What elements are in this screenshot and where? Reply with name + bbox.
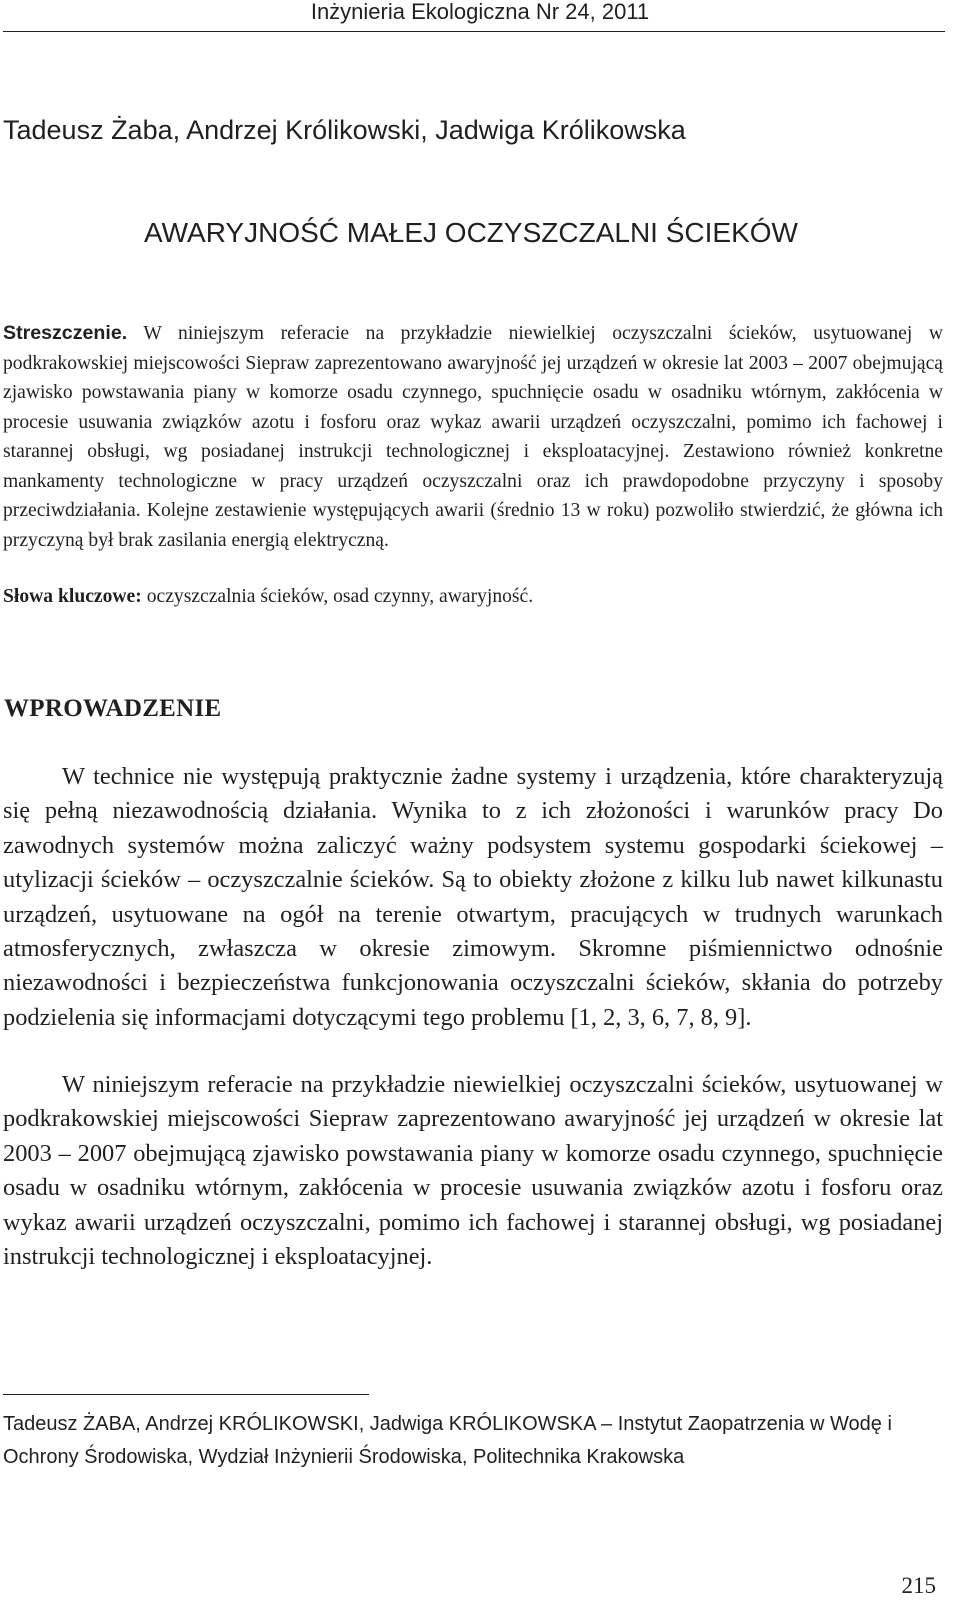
body-paragraph: W technice nie występują praktycznie żadne systemy i urządzenia, które charakteryzują się pełną niezawodnością działania. Wynika to z ich złożoności i warunków pracy Do zawodnych systemów można zaliczyć ważny podsystem systemu gospodarki ściekowej – utylizacji ścieków – oczyszczalnie ścieków. Są to obiekty złożone z kilku lub nawet kilkunastu urządzeń, usytuowane na ogół na terenie otwartym, pracujących w trudnych warunkach atmosferycznych, zwłaszcza w okresie zimowym. Skromne piśmiennictwo odnośnie niezawodności i bezpieczeństwa funkcjonowania oczyszczalni ścieków, skłania do potrzeby podzielenia się informacjami dotyczącymi tego problemu [1, 2, 3, 6, 7, 8, 9]. [3, 763, 943, 1031]
body-paragraph: W niniejszym referacie na przykładzie niewielkiej oczyszczalni ścieków, usytuowanej w podkrakowskiej miejscowości Siepraw zaprezentowano awaryjność jej urządzeń w okresie lat 2003 – 2007 obejmującą zjawisko powstawania piany w komorze osadu czynnego, spuchnięcie osadu w osadniku wtórnym, zakłócenia w procesie usuwania związków azotu i fosforu oraz wykaz awarii urządzeń oczyszczalni, pomimo ich fachowej i starannej obsługi, wg posiadanej instrukcji technologicznej i eksploatacyjnej. [3, 1071, 943, 1271]
keywords-label: Słowa kluczowe: [3, 586, 142, 607]
article-authors: Tadeusz Żaba, Andrzej Królikowski, Jadwiga Królikowska [3, 115, 686, 145]
article-title: AWARYJNOŚĆ MAŁEJ OCZYSZCZALNI ŚCIEKÓW [144, 217, 798, 248]
abstract-text: W niniejszym referacie na przykładzie niewielkiej oczyszczalni ścieków, usytuowanej w podkrakowskiej miejscowości Siepraw zaprezentowano awaryjność jej urządzeń w okresie lat 2003 – 2007 obejmującą zjawisko powstawania piany w komorze osadu czynnego, spuchnięcie osadu w osadniku wtórnym, zakłócenia w procesie usuwania związków azotu i fosforu oraz wykaz awarii urządzeń oczyszczalni, pomimo ich fachowej i starannej obsługi, wg posiadanej instrukcji technologicznej i eksploatacyjnej. Zestawiono również konkretne mankamenty technologiczne w pracy urządzeń oczyszczalni oraz ich prawdopodobne przyczyny i sposoby przeciwdziałania. Kolejne zestawienie występujących awarii (średnio 13 w roku) pozwoliło stwierdzić, że główna ich przyczyną był brak zasilania energią elektryczną. [3, 323, 943, 551]
running-head: Inżynieria Ekologiczna Nr 24, 2011 [310, 0, 650, 24]
keywords [3, 582, 943, 612]
header-divider [3, 31, 945, 32]
keywords-text: oczyszczalnia ścieków, osad czynny, awaryjność. [146, 586, 534, 607]
author-affiliation-footnote: Tadeusz ŻABA, Andrzej KRÓLIKOWSKI, Jadwiga KRÓLIKOWSKA – Instytut Zaopatrzenia w Wodę i Ochrony Środowiska, Wydział Inżynierii Środowiska, Politechnika Krakowska [3, 1413, 892, 1468]
page-number: 215 [901, 1573, 936, 1598]
abstract-label: Streszczenie. [3, 322, 128, 344]
abstract [3, 319, 943, 555]
section-heading: WPROWADZENIE [4, 695, 222, 722]
footnote-divider [3, 1394, 369, 1395]
